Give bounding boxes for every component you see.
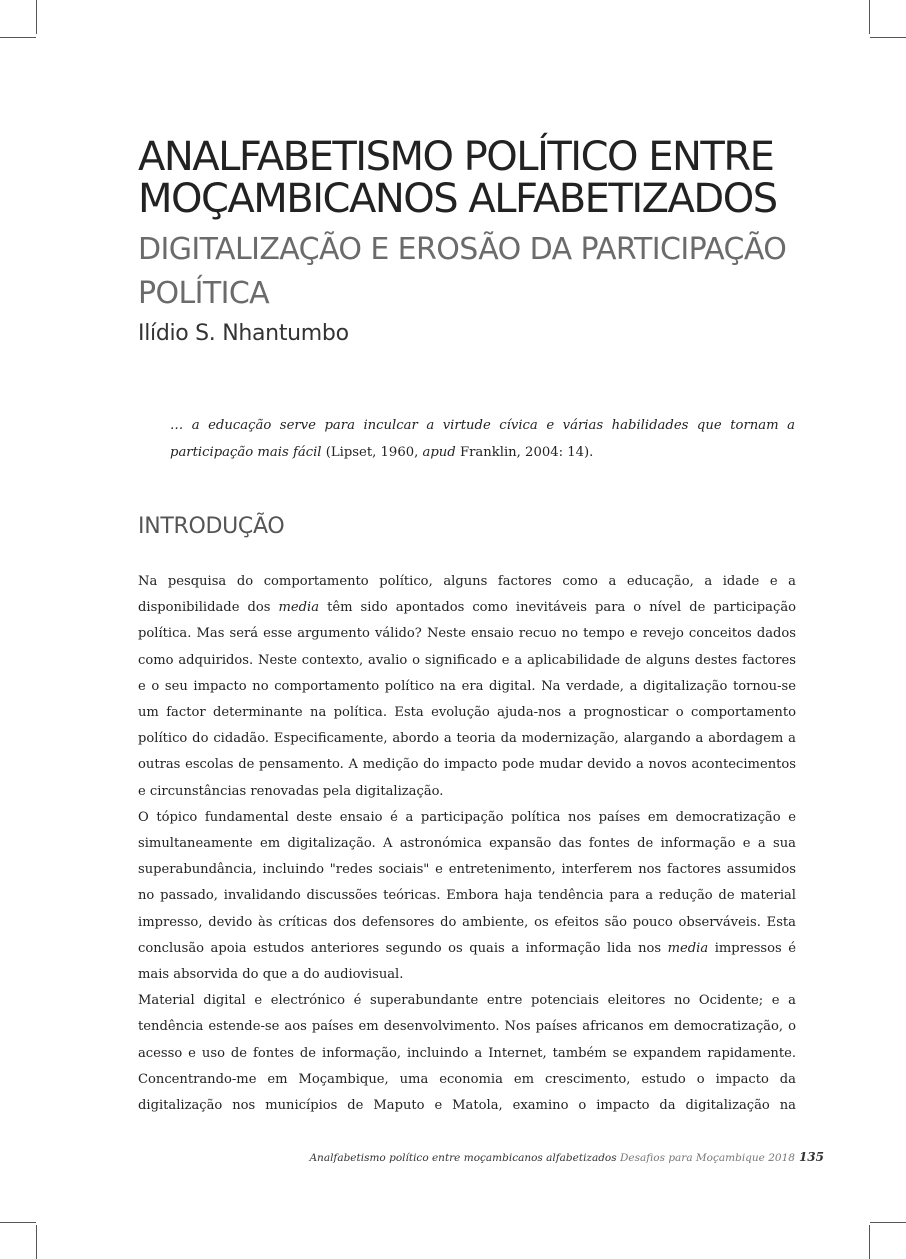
body-text <box>138 569 796 1119</box>
paragraph-2 <box>138 805 796 988</box>
article-title-line-1: ANALFABETISMO POLÍTICO ENTRE <box>138 134 774 180</box>
paragraph-1-part-b: têm sido apontados como inevitáveis para o nível de participação política. Mas será esse argumento válido? Neste ensaio recuo no tempo e revejo conceitos dados como adquiridos. Neste contexto, avalio o significado e a aplicabilidade de alguns destes factores e o seu impacto no comportamento político na era digital. Na verdade, a digitalização tornou-se um factor determinante na política. Esta evolução ajuda-nos a prognosticar o comportamento político do cidadão. Especificamente, abordo a teoria da modernização, alargando a abordagem a outras escolas de pensamento. A medição do impacto pode mudar devido a novos acontecimentos e circunstâncias renovadas pela digitalização. <box>138 600 797 799</box>
paragraph-1-part-a: Na pesquisa do comportamento político, alguns factores como a educação, a idade e a disponibilidade dos <box>138 574 796 616</box>
paragraph-2-part-b: impressos é mais absorvida do que a do audiovisual. <box>138 940 797 983</box>
crop-mark <box>870 1222 906 1223</box>
crop-mark <box>869 1225 870 1259</box>
article-subtitle <box>138 228 838 316</box>
crop-mark <box>0 37 36 38</box>
page-footer <box>309 1150 824 1164</box>
epigraph-citation-close: Franklin, 2004: 14). <box>455 445 594 460</box>
article-title-line-2: MOÇAMBICANOS ALFABETIZADOS <box>138 176 777 222</box>
crop-mark <box>869 0 870 34</box>
paragraph-2-media: media <box>667 940 709 956</box>
epigraph-citation-open: (Lipset, 1960, <box>321 445 423 460</box>
book-title: Desafios para Moçambique 2018 <box>616 1152 795 1164</box>
crop-mark <box>0 1222 36 1223</box>
article-title <box>138 136 838 220</box>
crop-mark <box>36 1225 37 1259</box>
article-subtitle-line-2: POLÍTICA <box>138 276 270 311</box>
paragraph-3: Material digital e electrónico é superabundante entre potenciais eleitores no Ocidente; e a tendência estende-se aos países em desenvolvimento. Nos países africanos em democratização, o acesso e uso de fontes de informação, incluindo a Internet, também se expandem rapidamente. Concentrando-me em Moçambique, uma economia em crescimento, estudo o impacto da digitalização nos municípios de Maputo e Matola, examino o impacto da digitalização na <box>138 993 796 1114</box>
crop-mark <box>36 0 37 34</box>
article-subtitle-line-1: DIGITALIZAÇÃO E EROSÃO DA PARTICIPAÇÃO <box>138 232 787 267</box>
page-number: 135 <box>798 1150 824 1164</box>
section-heading: INTRODUÇÃO <box>138 514 285 539</box>
epigraph-apud: apud <box>422 445 456 460</box>
epigraph-quote: … a educação serve para inculcar a virtude cívica e várias habilidades que tornam a participação mais fácil <box>170 418 795 460</box>
paragraph-1-media: media <box>278 600 320 616</box>
crop-mark <box>870 37 906 38</box>
paragraph-1 <box>138 569 796 805</box>
running-title: Analfabetismo político entre moçambicanos alfabetizados <box>309 1152 617 1164</box>
epigraph <box>170 412 795 466</box>
author-name: Ilídio S. Nhantumbo <box>138 321 349 346</box>
paragraph-2-part-a: O tópico fundamental deste ensaio é a participação política nos países em democratização e simultaneamente em digitalização. A astronómica expansão das fontes de informação e a sua superabundância, incluindo "redes sociais" e entretenimento, interferem nos factores assumidos no passado, invalidando discussões teóricas. Embora haja tendência para a redução de material impresso, devido às críticas dos defensores do ambiente, os efeitos são pouco observáveis. Esta conclusão apoia estudos anteriores segundo os quais a informação lida nos <box>138 809 796 956</box>
